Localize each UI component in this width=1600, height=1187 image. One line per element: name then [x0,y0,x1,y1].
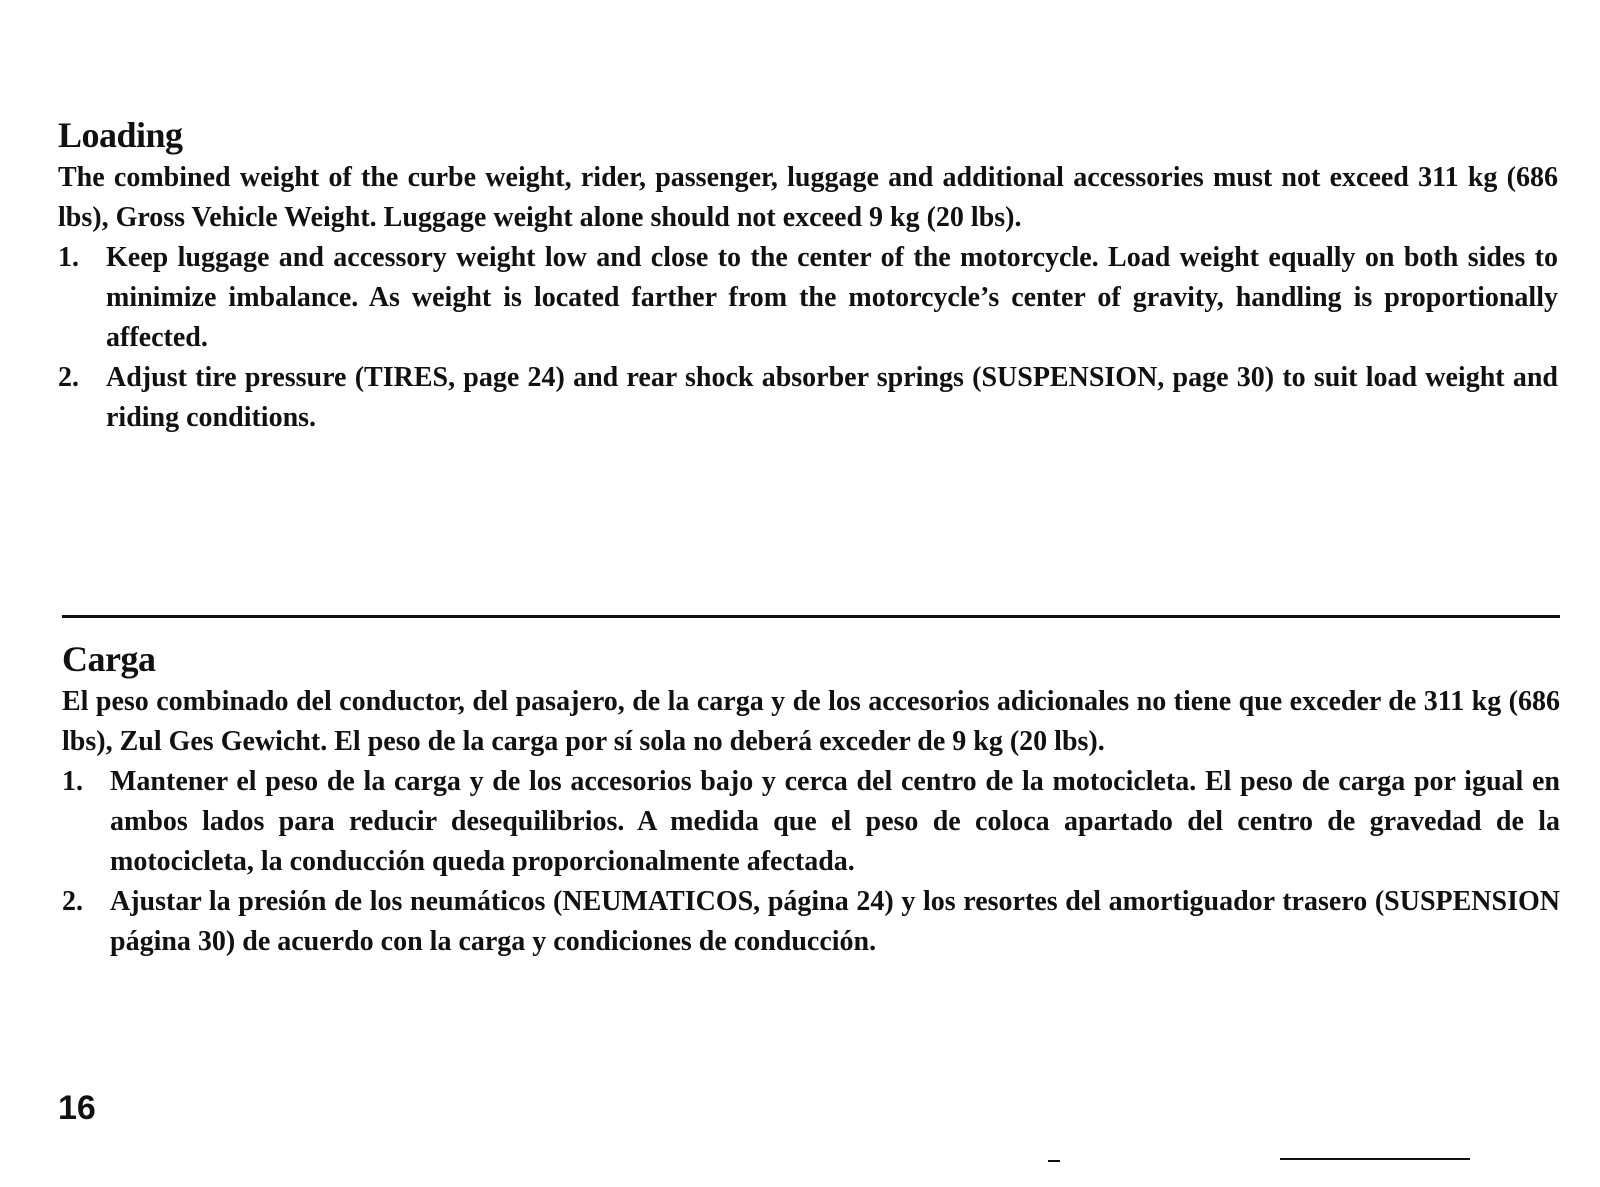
list-item-number: 2. [58,362,79,393]
crop-mark [1048,1160,1060,1162]
list-item-number: 1. [62,766,83,797]
loading-instructions-list [58,238,1558,438]
section-divider [62,615,1560,618]
loading-section-english [58,112,1558,438]
list-item [62,882,1560,962]
crop-mark [1280,1158,1470,1160]
loading-intro-paragraph: The combined weight of the curbe weight, rider, passenger, luggage and additional accessories must not exceed 311 kg (686 lbs), Gross Vehicle Weight. Luggage weight alone should not exceed 9 kg (20 lbs). [58,162,1558,233]
list-item [58,238,1558,358]
carga-section-spanish [62,636,1560,962]
list-item-text: Adjust tire pressure (TIRES, page 24) and rear shock absorber springs (SUSPENSION, page 30) to suit load weight and riding conditions. [106,362,1558,433]
list-item-text: Mantener el peso de la carga y de los accesorios bajo y cerca del centro de la motocicleta. El peso de carga por igual en ambos lados para reducir desequilibrios. A medida que el peso de coloca apartado del centro de gravedad de la motocicleta, la conducción queda proporcionalmente afectada. [110,766,1560,877]
list-item-text: Keep luggage and accessory weight low and close to the center of the motorcycle. Load weight equally on both sides to minimize imbalance. As weight is located farther from the motorcycle’s center of gravity, handling is proportionally affected. [106,242,1558,353]
section-heading-carga: Carga [62,639,156,679]
list-item-text: Ajustar la presión de los neumáticos (NEUMATICOS, página 24) y los resortes del amortiguador trasero (SUSPENSION página 30) de acuerdo con la carga y condiciones de conducción. [110,886,1560,957]
carga-instructions-list [62,762,1560,962]
list-item [58,358,1558,438]
section-heading-loading: Loading [58,115,183,155]
list-item-number: 1. [58,242,79,273]
page-number: 16 [58,1089,96,1127]
list-item-number: 2. [62,886,83,917]
list-item [62,762,1560,882]
carga-intro-paragraph: El peso combinado del conductor, del pasajero, de la carga y de los accesorios adicionales no tiene que exceder de 311 kg (686 lbs), Zul Ges Gewicht. El peso de la carga por sí sola no deberá exceder de 9 kg (20 lbs). [62,686,1560,757]
